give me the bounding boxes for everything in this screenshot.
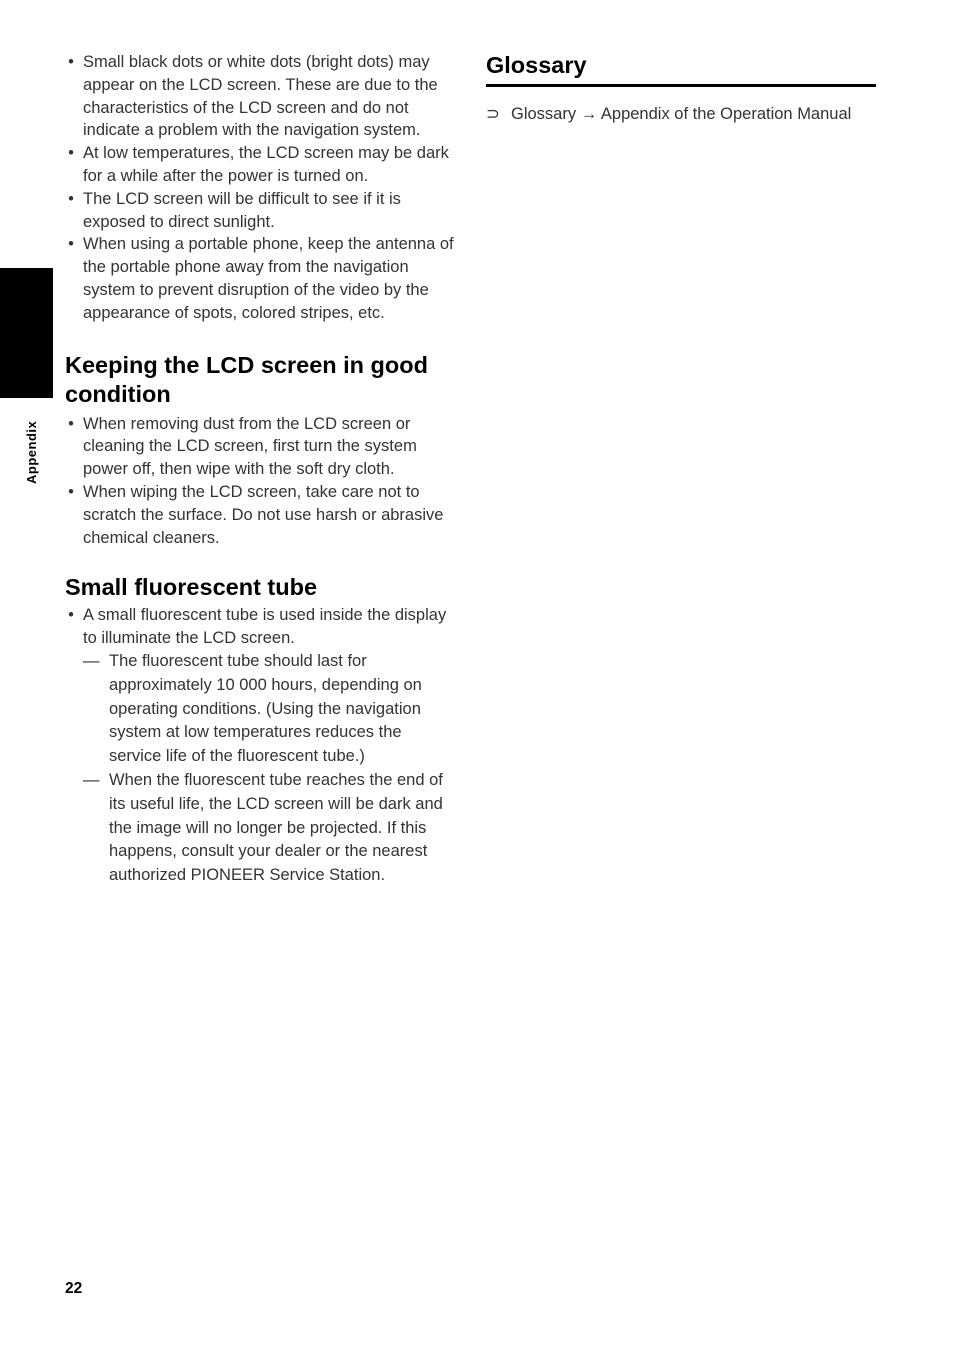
glossary-term: Glossary — [511, 105, 577, 123]
list-item: • The LCD screen will be difficult to see if it is exposed to direct sunlight. — [68, 189, 401, 231]
list-item: • When removing dust from the LCD screen or cleaning the LCD screen, first turn the system power off, then wipe with the soft dry cloth. — [68, 414, 417, 479]
intro-bullet-list — [65, 51, 457, 325]
appendix-tab-marker — [0, 268, 53, 398]
sub-list-item: — When the fluorescent tube reaches the end of its useful life, the LCD screen will be dark and the image will no longer be projected. If this happens, consult your dealer or the nearest authorized PIONEER Service Station. — [83, 770, 443, 885]
page-number: 22 — [65, 1280, 83, 1297]
arrow-right-icon: → — [580, 105, 598, 123]
glossary-target: Appendix of the Operation Manual — [600, 105, 852, 123]
fluorescent-bullet-list — [65, 604, 457, 888]
fluorescent-tube-heading: Small fluorescent tube — [65, 574, 318, 601]
sub-list-item: — The fluorescent tube should last for approximately 10 000 hours, depending on operating conditions. (Using the navigation system at low temperatures reduces the service life of the fluorescent tube.) — [83, 651, 422, 766]
fluorescent-sub-list — [83, 650, 457, 888]
list-item: • When wiping the LCD screen, take care not to scratch the surface. Do not use harsh or abrasive chemical cleaners. — [68, 482, 444, 547]
glossary-reference — [486, 103, 876, 125]
left-column — [65, 51, 457, 888]
glossary-heading: Glossary — [486, 51, 876, 87]
list-item: • Small black dots or white dots (bright dots) may appear on the LCD screen. These are due to the characteristics of the LCD screen and do not indicate a problem with the navigation system. — [68, 53, 438, 140]
right-column — [486, 51, 876, 125]
list-item: • A small fluorescent tube is used inside the display to illuminate the LCD screen. — The fluorescent tube should last for approximately 10 000 hours, depending on operating conditions. (Using the navigation system at low temperatures reduces the service life of the fluorescent tube.) — When the fluorescent tube reaches the end of its useful life, the LCD screen will be dark and the image will no longer be projected. If this happens, consult your dealer or the nearest authorized PIONEER Service Station. — [65, 604, 457, 888]
reference-icon: ⊃ — [486, 105, 500, 123]
keeping-lcd-heading: Keeping the LCD screen in good condition — [65, 351, 428, 407]
list-item: • At low temperatures, the LCD screen may be dark for a while after the power is turned on. — [68, 144, 449, 185]
list-item: • When using a portable phone, keep the antenna of the portable phone away from the navigation system to prevent disruption of the video by the appearance of spots, colored stripes, etc. — [68, 235, 454, 322]
appendix-side-label: Appendix — [24, 420, 39, 484]
keeping-bullet-list — [65, 413, 457, 550]
